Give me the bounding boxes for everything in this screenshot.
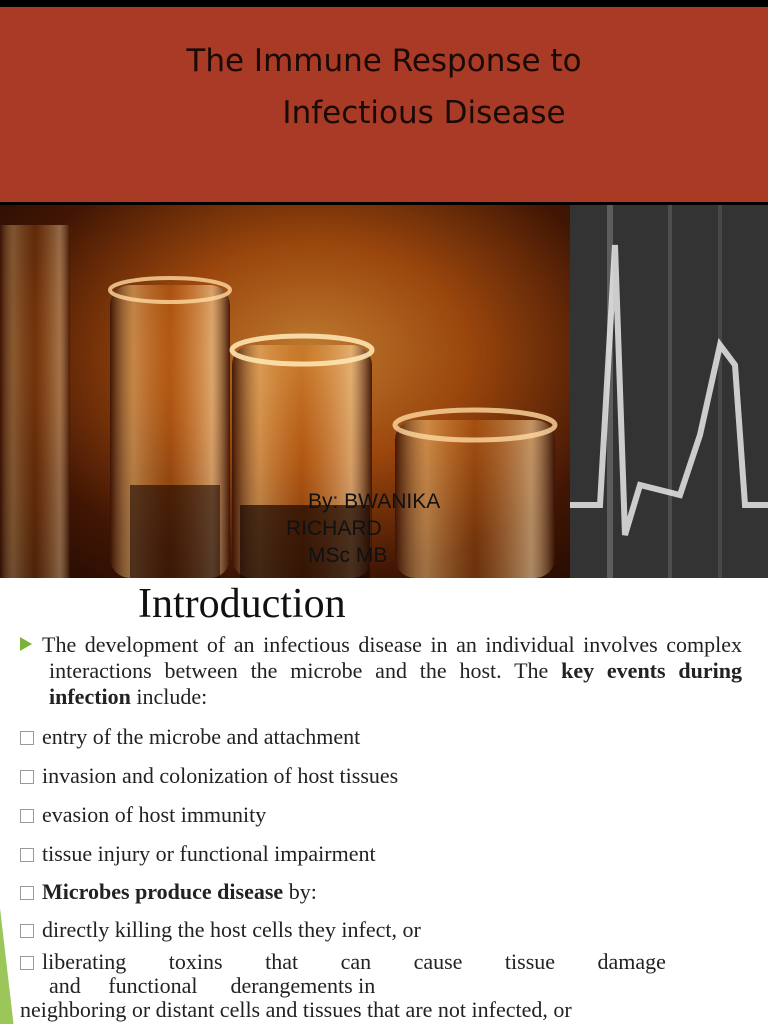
lib-word: liberating <box>42 949 127 974</box>
square-box-icon <box>20 809 34 823</box>
list-item-text: invasion and colonization of host tissues <box>42 763 399 788</box>
slide-heading: Introduction <box>138 581 346 627</box>
lib-word: damage <box>597 949 666 974</box>
list-item-text: tissue injury or functional impairment <box>42 841 376 866</box>
test-tubes-photo <box>0 205 570 578</box>
lib-word: cause <box>413 949 463 974</box>
list-item-text: directly killing the host cells they infect, or <box>42 917 421 942</box>
test-tubes-illustration <box>0 205 570 578</box>
byline-line-2: RICHARD <box>286 517 382 540</box>
intro-text-end: include: <box>130 684 208 709</box>
intro-paragraph <box>20 632 742 710</box>
slide-title-line-2: Infectious Disease <box>282 95 566 131</box>
intro-bold-text: key events during infection <box>49 658 742 709</box>
list-item-liberating <box>20 950 666 1022</box>
slide-title <box>0 35 768 139</box>
lib-word: that <box>265 949 299 974</box>
list-item <box>20 917 421 943</box>
author-byline <box>286 488 440 569</box>
lib-line-3: neighboring or distant cells and tissues that are not infected, or <box>20 997 572 1022</box>
triangle-arrow-icon <box>20 637 32 651</box>
list-item <box>20 879 317 905</box>
square-box-icon <box>20 770 34 784</box>
introduction-slide <box>0 578 768 1024</box>
microbes-text: by: <box>283 879 317 904</box>
lib-word: can <box>340 949 372 974</box>
title-band <box>0 7 768 202</box>
byline-line-3: MSc MB <box>308 544 388 567</box>
list-item <box>20 802 266 828</box>
lib-word: toxins <box>168 949 223 974</box>
ecg-waveform-illustration <box>570 205 768 578</box>
list-item <box>20 763 398 789</box>
square-box-icon <box>20 956 34 970</box>
list-item-text: entry of the microbe and attachment <box>42 724 361 749</box>
ecg-photo <box>570 205 768 578</box>
lib-word: tissue <box>504 949 556 974</box>
green-accent-decoration <box>0 908 14 1024</box>
square-box-icon <box>20 886 34 900</box>
intro-text: The development of an infectious disease in an individual involves complex interactions between the microbe and the host. The <box>42 632 742 683</box>
byline-line-1: By: BWANIKA <box>308 490 441 513</box>
slide-title-line-1: The Immune Response to <box>186 43 582 79</box>
list-item-text: evasion of host immunity <box>42 802 267 827</box>
lib-line-2: and functional derangements in <box>49 973 376 998</box>
microbes-bold-text: Microbes produce disease <box>42 879 284 904</box>
square-box-icon <box>20 924 34 938</box>
list-item <box>20 724 360 750</box>
list-item <box>20 841 376 867</box>
square-box-icon <box>20 848 34 862</box>
square-box-icon <box>20 731 34 745</box>
